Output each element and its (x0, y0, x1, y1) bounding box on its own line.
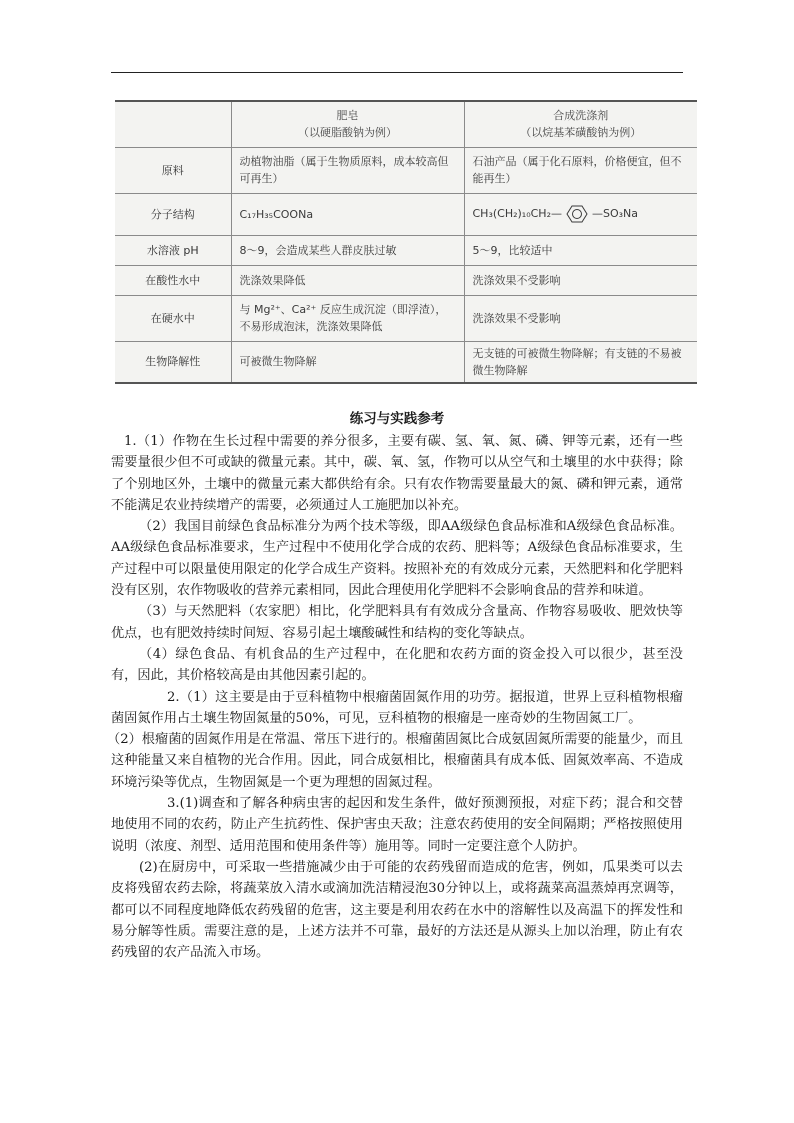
soap-vs-detergent-table (115, 100, 697, 384)
row-label: 在硬水中 (115, 295, 231, 341)
header-blank-cell (115, 101, 231, 147)
header-detergent-title: 合成洗涤剂 (553, 109, 609, 123)
row-label: 生物降解性 (115, 341, 231, 383)
table-row (115, 193, 697, 235)
detergent-cell: 无支链的可被微生物降解；有支链的不易被微生物降解 (464, 341, 697, 383)
table-row (115, 295, 697, 341)
detergent-cell: 5～9，比较适中 (464, 235, 697, 265)
soap-formula-cell: C₁₇H₃₅COONa (231, 193, 464, 235)
paragraph: （2）我国目前绿色食品标准分为两个技术等级，即AA级绿色食品标准和A级绿色食品标准。AA级绿色食品标准要求，生产过程中不使用化学合成的农药、肥料等；A级绿色食品标准要求，生产过程中可以限量使用限定的化学合成生产资料。按照补充的有效成分元素，天然肥料和化学肥料没有区别，农作物吸收的营养元素相同，因此合理使用化学肥料不会影响食品的营养和味道。 (111, 519, 683, 599)
detergent-cell: 洗涤效果不受影响 (464, 295, 697, 341)
table-row (115, 341, 697, 383)
detergent-structure-cell (464, 193, 697, 235)
row-label: 原料 (115, 147, 231, 193)
detergent-cell: 石油产品（属于化石原料，价格便宜，但不能再生） (464, 147, 697, 193)
soap-cell: 动植物油脂（属于生物质原料，成本较高但可再生） (231, 147, 464, 193)
soap-cell: 可被微生物降解 (231, 341, 464, 383)
paragraph: （4）绿色食品、有机食品的生产过程中，在化肥和农药方面的资金投入可以很少，甚至没有，因此，其价格较高是由其他因素引起的。 (111, 646, 683, 684)
section-title: 练习与实践参考 (349, 411, 445, 427)
soap-cell: 与 Mg²⁺、Ca²⁺ 反应生成沉淀（即浮渣），不易形成泡沫，洗涤效果降低 (231, 295, 464, 341)
paragraph: 2.（1）这主要是由于豆科植物中根瘤菌固氮作用的功劳。据报道，世界上豆科植物根瘤菌固氮作用占土壤生物固氮量的50%，可见，豆科植物的根瘤是一座奇妙的生物固氮工厂。 (111, 689, 683, 726)
table-row (115, 235, 697, 265)
soap-cell: 洗涤效果降低 (231, 265, 464, 295)
answer-reference-section (107, 408, 683, 963)
table-row (115, 265, 697, 295)
row-label: 分子结构 (115, 193, 231, 235)
header-rule (111, 72, 683, 73)
structure-sulfonate-text: —SO₃Na (592, 207, 639, 220)
paragraph: (2)在厨房中，可采取一些措施减少由于可能的农药残留而造成的危害，例如，瓜果类可以去皮将残留农药去除，将蔬菜放入清水或滴加洗洁精浸泡30分钟以上，或将蔬菜高温蒸焯再烹调等，都可以不同程度地降低农药残留的危害，这主要是利用农药在水中的溶解性以及高温下的挥发性和易分解等性质。需要注意的是，上述方法并不可靠，最好的方法还是从源头上加以治理，防止有农药残留的农产品流入市场。 (111, 859, 683, 961)
paragraph: 3.(1)调查和了解各种病虫害的起因和发生条件，做好预测预报，对症下药；混合和交替地使用不同的农药，防止产生抗药性、保护害虫天敌；注意农药使用的安全间隔期；严格按照使用说明（浓度、剂型、适用范围和使用条件等）施用等。同时一定要注意个人防护。 (111, 796, 683, 854)
benzene-ring-icon (562, 204, 592, 224)
header-soap-subtitle: （以硬脂酸钠为例） (298, 126, 397, 140)
paragraph: 1.（1）作物在生长过程中需要的养分很多，主要有碳、氢、氧、氮、磷、钾等元素，还有一些需要量很少但不可或缺的微量元素。其中，碳、氧、氢，作物可以从空气和土壤里的水中获得；除了个别地区外，土壤中的微量元素大都供给有余。只有农作物需要量最大的氮、磷和钾元素，通常不能满足农业持续增产的需要，必须通过人工施肥加以补充。 (111, 434, 683, 513)
table-header-row (115, 101, 697, 147)
table-row (115, 147, 697, 193)
detergent-cell: 洗涤效果不受影响 (464, 265, 697, 295)
header-detergent-subtitle: （以烷基苯磺酸钠为例） (520, 126, 642, 140)
header-soap (231, 101, 464, 147)
soap-cell: 8～9，会造成某些人群皮肤过敏 (231, 235, 464, 265)
structure-chain-text: CH₃(CH₂)₁₀CH₂— (472, 207, 562, 220)
row-label: 在酸性水中 (115, 265, 231, 295)
header-soap-title: 肥皂 (336, 109, 359, 123)
paragraph: （2）根瘤菌的固氮作用是在常温、常压下进行的。根瘤菌固氮比合成氨固氮所需要的能量少，而且这种能量又来自植物的光合作用。因此，同合成氨相比，根瘤菌具有成本低、固氮效率高、不造成环境污染等优点，生物固氮是一个更为理想的固氮过程。 (107, 732, 683, 790)
header-detergent (464, 101, 697, 147)
row-label: 水溶液 pH (115, 235, 231, 265)
paragraph: （3）与天然肥料（农家肥）相比，化学肥料具有有效成分含量高、作物容易吸收、肥效快等优点，也有肥效持续时间短、容易引起土壤酸碱性和结构的变化等缺点。 (111, 604, 683, 641)
